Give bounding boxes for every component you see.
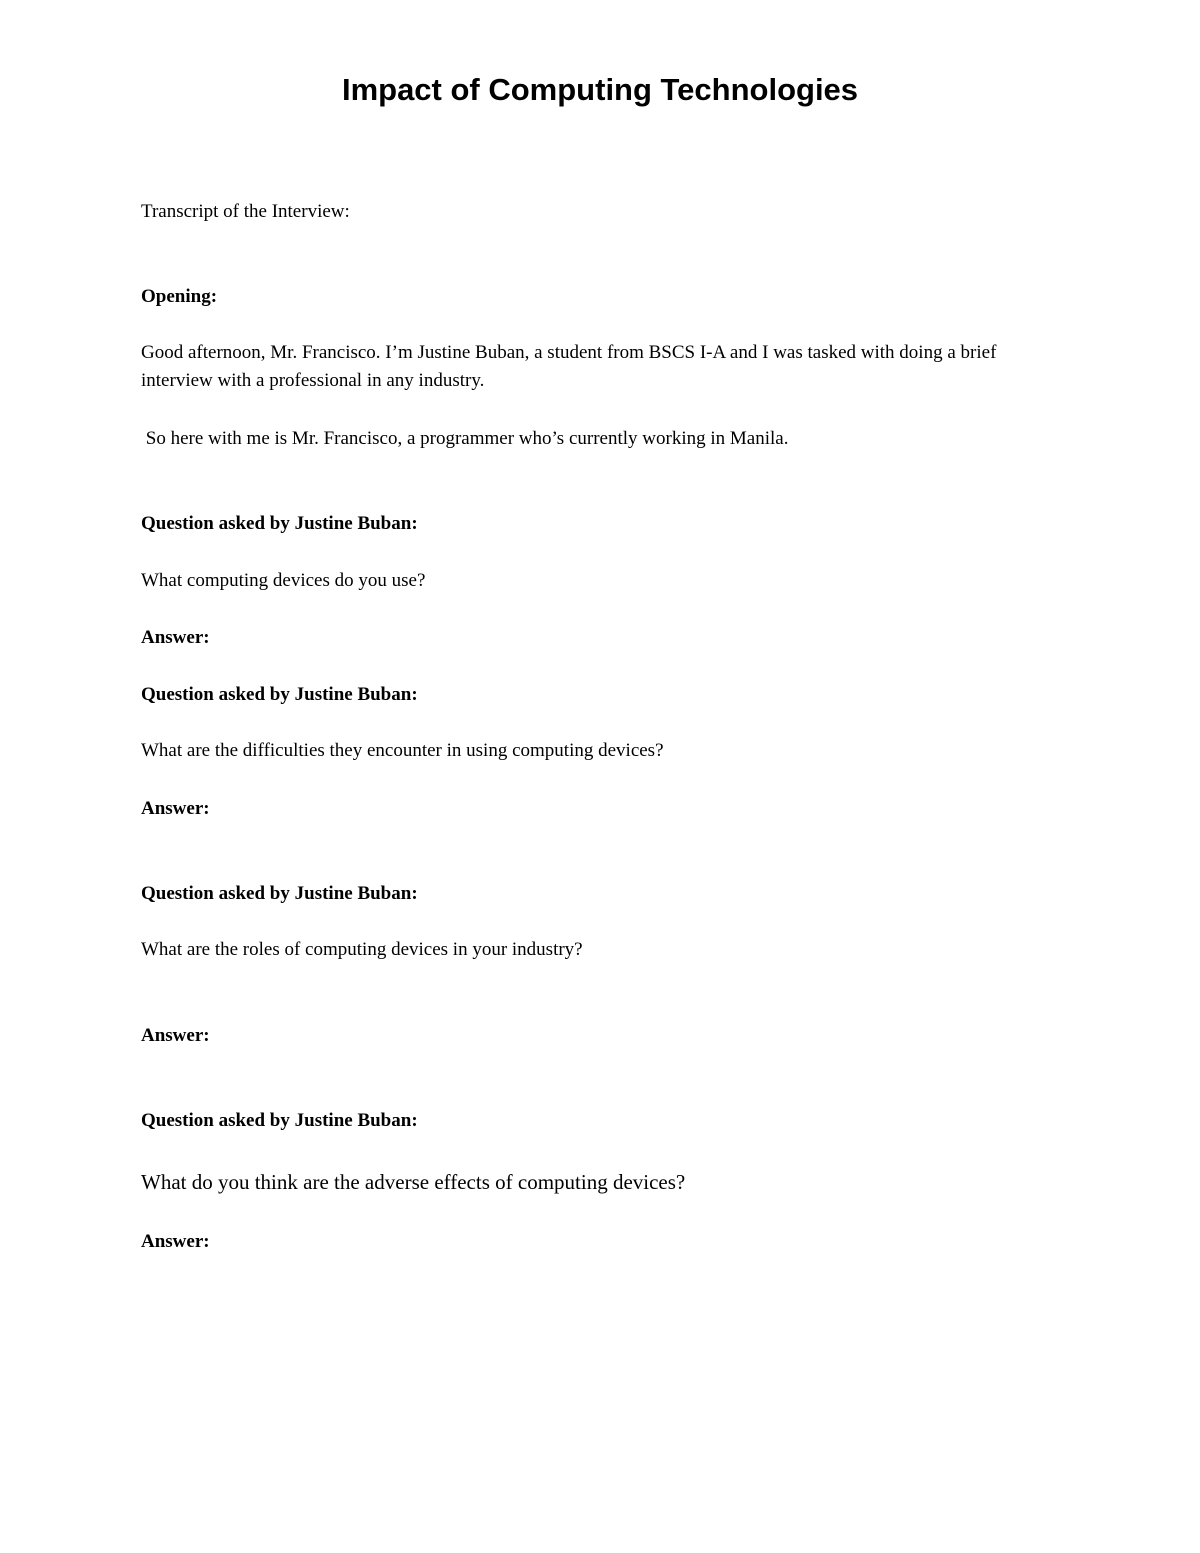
opening-greeting: Good afternoon, Mr. Francisco. I’m Justine Buban, a student from BSCS I-A and I was tasked with doing a brief interview with a professional in any industry. (141, 342, 997, 391)
transcript-label: Transcript of the Interview: (141, 201, 350, 222)
question-2: What are the difficulties they encounter in using computing devices? (141, 740, 664, 761)
opening-label: Opening: (141, 286, 218, 307)
document-title: Impact of Computing Technologies (341, 72, 859, 107)
answer-label-2: Answer: (141, 798, 210, 819)
question-label-2: Question asked by Justine Buban: (141, 684, 418, 705)
question-3: What are the roles of computing devices in your industry? (141, 939, 583, 960)
question-4: What do you think are the adverse effects of computing devices? (141, 1170, 686, 1194)
answer-label-3: Answer: (141, 1025, 210, 1046)
answer-label-1: Answer: (141, 627, 210, 648)
question-label-1: Question asked by Justine Buban: (141, 513, 418, 534)
question-label-4: Question asked by Justine Buban: (141, 1110, 418, 1131)
question-1: What computing devices do you use? (141, 570, 426, 591)
opening-introduction: So here with me is Mr. Francisco, a programmer who’s currently working in Manila. (141, 428, 789, 449)
answer-label-4: Answer: (141, 1231, 210, 1252)
question-label-3: Question asked by Justine Buban: (141, 883, 418, 904)
